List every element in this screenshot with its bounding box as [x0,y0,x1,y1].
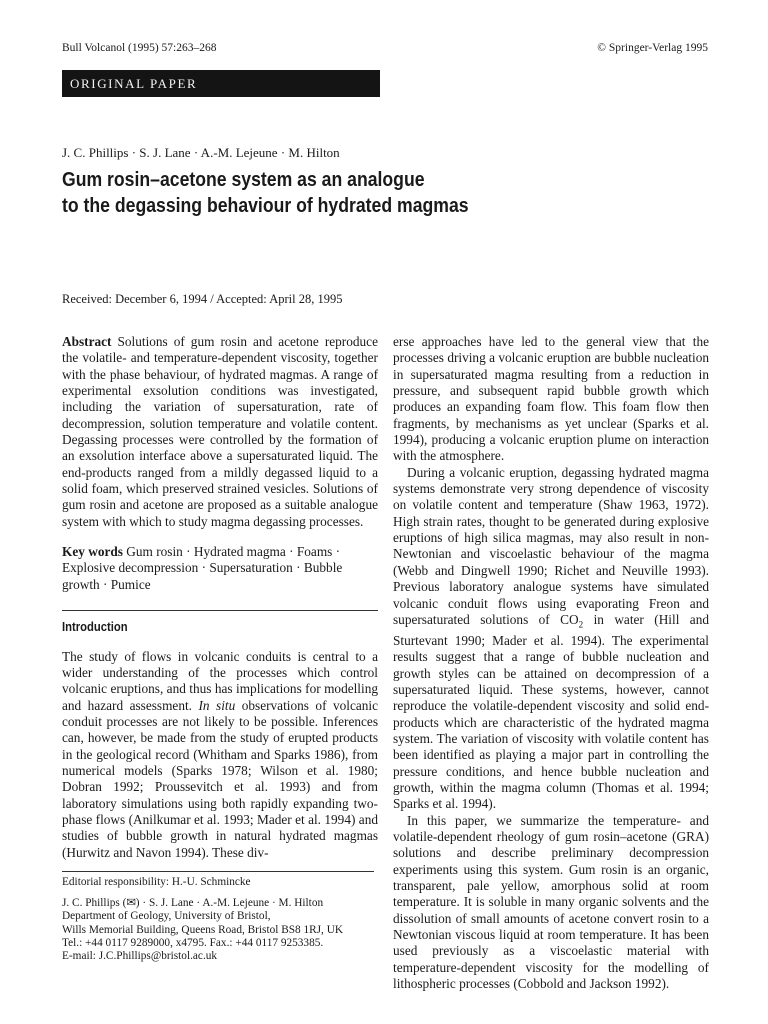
introduction-paragraph-2 [393,465,709,813]
keywords-text: Gum rosin · Hydrated magma · Foams · Explosive decompression · Supersaturation · Bubble growth · Pumice [62,544,343,592]
article-title [62,167,698,219]
intro-p2-text-a: During a volcanic eruption, degassing hydrated magma systems demonstrate very strong dependence of viscosity on volatile content and temperature (Shaw 1963, 1972). High strain rates, thought to be generated during explosive eruptions of high silica magmas, may also result in non-Newtonian and viscoelastic behaviour of the magma (Webb and Dingwell 1990; Richet and Neuville 1993). Previous laboratory analogue systems have simulated volcanic conduit flows using evaporating Freon and supersaturated solutions of CO [393,464,709,627]
footnote-block [62,876,378,963]
intro-text-b: observations of volcanic conduit processes are not likely to be possible. Inferences can, however, be made from the study of erupted products in the geological record (Whitham and Sparks 1986), from numerical models (Sparks 1978; Wilson et al. 1980; Dobran 1992; Proussevitch et al. 1993) and from laboratory simulations using both rapidly expanding two-phase flows (Anilkumar et al. 1993; Mader et al. 1994) and studies of bubble growth in natural hydrated magmas (Hurwitz and Navon 1994). These div- [62,697,379,860]
title-line-1: Gum rosin–acetone system as an analogue [62,168,425,191]
correspondence-authors: J. C. Phillips (✉) · S. J. Lane · A.-M. Lejeune · M. Hilton [62,897,324,910]
introduction-paragraph-3: In this paper, we summarize the temperature- and volatile-dependent rheology of gum rosin–acetone (GRA) solutions and describe preliminary decompression experiments using this system. Gum rosin is an organic, transparent, pale yellow, amorphous solid at room temperature. It is soluble in many organic solvents and the dissolution of small amounts of acetone convert rosin to a Newtonian viscous liquid at room temperature. It has been used previously as a viscoelastic material with temperature-dependent viscosity for the modelling of lithospheric processes (Cobbold and Jackson 1992). [393,812,709,992]
introduction-paragraph-1-continued: erse approaches have led to the general view that the processes driving a volcanic eruption are bubble nucleation in supersaturated magma resulting from a reduction in pressure, and subsequent rapid bubble growth which produces an expanding foam flow. This foam flow then fragments, by mechanisms as yet unclear (Sparks et al. 1994), producing a volcanic eruption plume on interaction with the atmosphere. [393,334,709,464]
received-accepted-dates: Received: December 6, 1994 / Accepted: April 28, 1995 [62,292,343,306]
author-list: J. C. Phillips · S. J. Lane · A.-M. Lejeune · M. Hilton [62,145,340,160]
copyright-notice: © Springer-Verlag 1995 [597,42,708,54]
right-column [393,334,709,992]
section-divider [62,610,378,611]
introduction-heading: Introduction [62,620,128,635]
keywords-label: Key words [62,544,123,560]
article-type-banner: ORIGINAL PAPER [62,70,380,97]
intro-italic-phrase: In situ [198,697,236,713]
phone-fax: Tel.: +44 0117 9289000, x4795. Fax.: +44 0117 9253385. [62,936,324,949]
keywords-paragraph [62,544,378,593]
department: Department of Geology, University of Bristol, [62,910,271,923]
abstract-text: Solutions of gum rosin and acetone reproduce the volatile- and temperature-dependent viscosity, together with the phase behaviour, of hydrated magmas. A range of experimental exsolution conditions was investigated, including the variation of supersaturation, rate of decompression, solution temperature and volatile content. Degassing processes were controlled by the formation of an exsolution interface above a supersaturated liquid. The end-products ranged from a mildly degassed liquid to a solid foam, which preserved strained vesicles. Solutions of gum rosin and acetone are proposed as a suitable analogue system with which to study magma degassing processes. [62,334,378,529]
intro-p2-text-b: in water (Hill and Sturtevant 1990; Mader et al. 1994). The experimental results suggest that a range of bubble nucleation and growth styles can be attained on decompression of a supersaturated liquid. These systems, however, cannot reproduce the volatile-dependent viscosity and solid end-products which are characteristic of the hydrated magma system. The variation of viscosity with volatile content has been identified as playing a major part in controlling the pressure conditions, and hence bubble nucleation and growth, within the magma column (Thomas et al. 1994; Sparks et al. 1994). [393,611,710,812]
intro-text-a: The study of flows in volcanic conduits is central to a wider understanding of the processes which control volcanic eruptions, and thus has implications for modelling and hazard assessment. [62,648,378,713]
introduction-paragraph-1 [62,649,378,861]
abstract-paragraph [62,334,378,530]
postal-address: Wills Memorial Building, Queens Road, Bristol BS8 1RJ, UK [62,923,344,936]
editorial-responsibility: Editorial responsibility: H.-U. Schmincke [62,875,251,888]
journal-reference: Bull Volcanol (1995) 57:263–268 [62,42,217,54]
abstract-label: Abstract [62,334,112,349]
title-line-2: to the degassing behaviour of hydrated magmas [62,194,469,217]
email-address[interactable]: E-mail: J.C.Phillips@bristol.ac.uk [62,949,218,962]
running-head [62,42,708,54]
footnote-divider [62,871,374,872]
left-column [62,334,378,963]
co2-subscript: 2 [578,619,584,630]
